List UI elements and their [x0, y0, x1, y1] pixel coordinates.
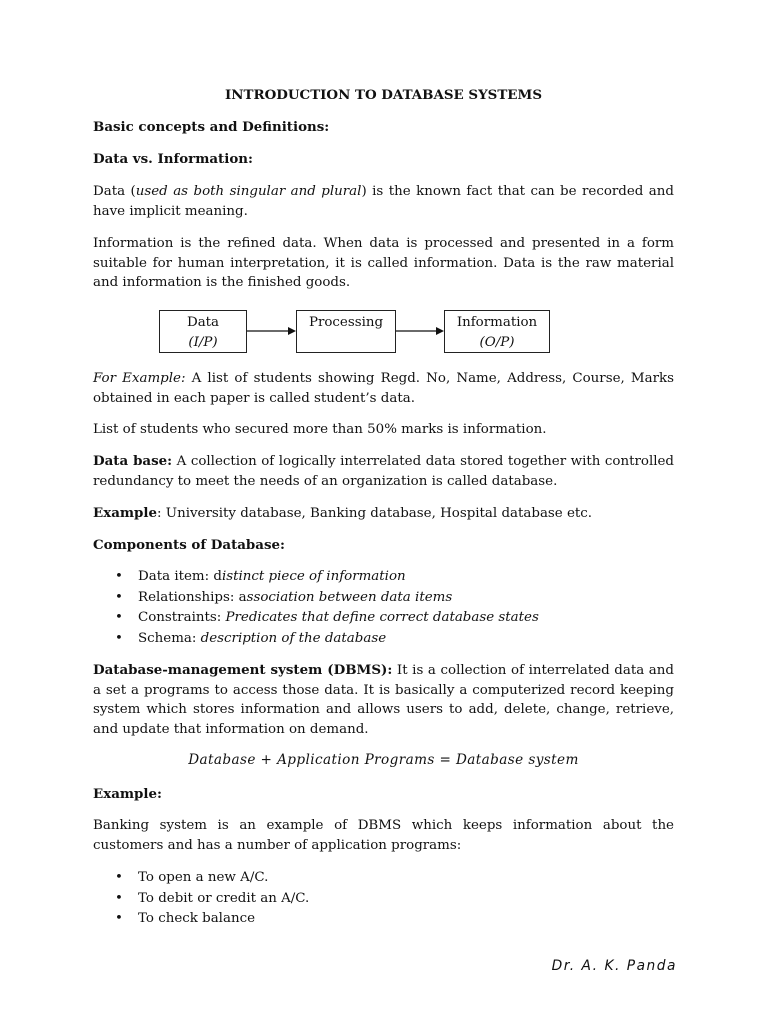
flow-box-processing-label: Processing [308, 315, 384, 330]
bullet-icon: • [115, 911, 123, 926]
dbms-equation: Database + Application Programs = Database system [188, 752, 579, 768]
component-desc: description of the database [200, 630, 387, 646]
bullet-icon: • [115, 890, 123, 906]
bullet-icon: • [115, 569, 123, 584]
data-definition-suffix: ) is the known fact that can be recorded and have implicit meaning. [93, 184, 674, 219]
for-example-text: A list of students showing Regd. No, Name, Address, Course, Marks obtained in each paper is called student’s data. [93, 371, 674, 406]
flow-box-information-label: Information [456, 315, 538, 330]
dbms-definition-label: Database-management system (DBMS): [93, 662, 393, 678]
bullet-icon: • [115, 630, 123, 646]
database-example [93, 504, 674, 524]
banking-programs-list [113, 868, 633, 930]
component-label: Constraints: [138, 610, 226, 625]
bullet-icon: • [115, 589, 123, 605]
heading-data-vs-information: Data vs. Information: [93, 151, 253, 167]
list-item [113, 588, 633, 609]
flow-box-data [159, 310, 247, 353]
component-label: Relationships: a [138, 589, 247, 605]
component-label: Schema: [138, 630, 201, 646]
database-example-label: Example [93, 505, 158, 521]
list-item [113, 868, 633, 889]
dbms-definition-text: It is a collection of interrelated data and a set a programs to access those data. It is basically a computerized record keeping system which stores information and allows users to add, delete, change, retrieve, and update that information on demand. [93, 663, 674, 737]
arrow-icon [247, 327, 296, 335]
database-example-text: : University database, Banking database, Hospital database etc. [157, 506, 593, 521]
bullet-icon: • [115, 610, 123, 625]
heading-components: Components of Database: [93, 537, 285, 553]
arrow-icon [396, 327, 444, 335]
for-example-paragraph [93, 369, 674, 408]
database-definition-label: Data base: [93, 453, 173, 469]
flow-box-data-sub: (I/P) [188, 334, 218, 350]
banking-paragraph: Banking system is an example of DBMS which keeps information about the customers and has a number of application programs: [93, 818, 674, 853]
list-item [113, 608, 633, 629]
component-desc: istinct piece of information [221, 569, 406, 584]
component-label: Data item: d [138, 569, 222, 584]
page-title: INTRODUCTION TO DATABASE SYSTEMS [225, 87, 542, 103]
list-item [113, 629, 633, 650]
banking-program: To check balance [138, 911, 255, 926]
flow-box-processing [296, 310, 396, 353]
bullet-icon: • [115, 870, 123, 885]
dbms-definition [93, 661, 674, 739]
flow-box-information-sub: (O/P) [479, 334, 515, 350]
banking-program: To debit or credit an A/C. [138, 890, 310, 906]
information-definition: Information is the refined data. When data is processed and presented in a form suitable for human interpretation, it is called information. Data is the raw material and information is the finished goods. [93, 236, 674, 291]
flow-box-data-label: Data [186, 315, 220, 330]
list-item [113, 909, 633, 930]
list-item [113, 567, 633, 588]
components-list [113, 567, 633, 649]
author-signature: Dr. A. K. Panda [551, 958, 677, 974]
heading-basic-concepts: Basic concepts and Definitions: [93, 119, 330, 135]
banking-program: To open a new A/C. [138, 870, 269, 885]
information-example: List of students who secured more than 50% marks is information. [93, 422, 547, 437]
list-item [113, 889, 633, 910]
database-definition [93, 452, 674, 491]
database-definition-text: A collection of logically interrelated data stored together with controlled redundancy to meet the needs of an organization is called database. [93, 454, 675, 489]
data-definition-italic: used as both singular and plural [135, 184, 362, 199]
data-definition [93, 182, 674, 221]
component-desc: ssociation between data items [246, 589, 453, 605]
for-example-label: For Example: [93, 371, 186, 386]
data-definition-prefix: Data ( [93, 184, 136, 199]
component-desc: Predicates that define correct database states [225, 610, 539, 625]
heading-example: Example: [93, 786, 162, 802]
flow-box-information [444, 310, 550, 353]
